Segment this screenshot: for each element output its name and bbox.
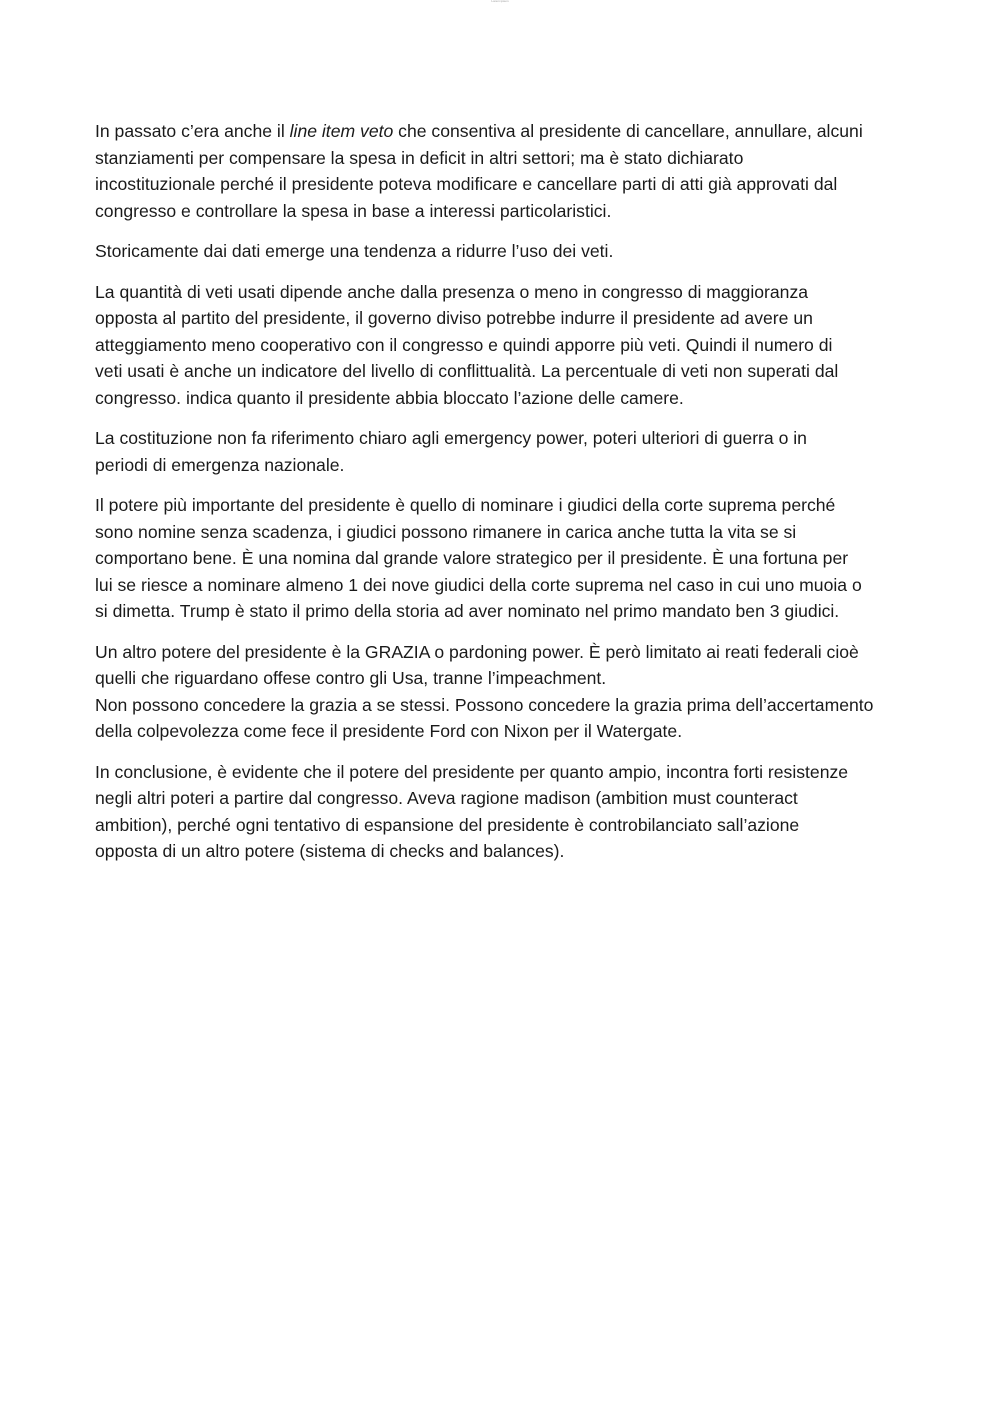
text-line: incostituzionale perché il presidente poteva modificare e cancellare parti di atti già approvati dal: [95, 174, 838, 194]
text-run: che consentiva al presidente di cancellare, annullare, alcuni: [393, 121, 863, 141]
text-line: Un altro potere del presidente è la GRAZIA o pardoning power. È però limitato ai reati federali cioè: [95, 641, 859, 662]
text-line: congresso e controllare la spesa in base a interessi particolaristici.: [95, 200, 612, 221]
text-line: sono nomine senza scadenza, i giudici possono rimanere in carica anche tutta la vita se si: [95, 521, 797, 542]
text-line: La quantità di veti usati dipende anche dalla presenza o meno in congresso di maggioranza: [95, 281, 809, 302]
text-line: In conclusione, è evidente che il potere del presidente per quanto ampio, incontra forti resistenze: [95, 761, 849, 782]
text-line: ambition), perché ogni tentativo di espansione del presidente è controbilanciato sall’azione: [95, 814, 800, 835]
text-line: La costituzione non fa riferimento chiaro agli emergency power, poteri ulteriori di guerra o in: [95, 428, 807, 448]
document-body: [95, 118, 900, 879]
text-line: [95, 118, 900, 145]
paragraph-veto-trend: [95, 238, 900, 265]
text-line: opposta di un altro potere (sistema di checks and balances).: [95, 841, 565, 861]
paragraph-supreme-court: [95, 492, 900, 625]
italic-term: line item veto: [289, 121, 394, 141]
text-run: In passato c’era anche il: [95, 121, 290, 141]
text-line: atteggiamento meno cooperativo con il congresso e quindi apporre più veti. Quindi il numero di: [95, 334, 833, 355]
text-line: della colpevolezza come fece il presidente Ford con Nixon per il Watergate.: [95, 721, 683, 741]
paragraph-conclusion: [95, 759, 900, 865]
text-line: quelli che riguardano offese contro gli Usa, tranne l’impeachment.: [95, 668, 607, 688]
text-line: veti usati è anche un indicatore del livello di conflittualità. La percentuale di veti non superati dal: [95, 361, 839, 381]
text-line: Storicamente dai dati emerge una tendenza a ridurre l’uso dei veti.: [95, 241, 614, 261]
text-line: opposta al partito del presidente, il governo diviso potrebbe indurre il presidente ad avere un: [95, 308, 813, 328]
text-line: si dimetta. Trump è stato il primo della storia ad aver nominato nel primo mandato ben 3 giudici.: [95, 601, 840, 621]
paragraph-line-item-veto: [95, 118, 900, 224]
text-line: negli altri poteri a partire dal congresso. Aveva ragione madison (ambition must counteract: [95, 788, 798, 808]
text-line: lui se riesce a nominare almeno 1 dei nove giudici della corte suprema nel caso in cui uno muoia o: [95, 574, 862, 595]
paragraph-pardoning-power: [95, 639, 900, 745]
text-line: congresso. indica quanto il presidente abbia bloccato l’azione delle camere.: [95, 387, 684, 408]
text-line: stanziamenti per compensare la spesa in deficit in altri settori; ma è stato dichiarato: [95, 147, 744, 168]
paragraph-emergency-power: [95, 425, 900, 478]
text-line: periodi di emergenza nazionale.: [95, 454, 345, 475]
text-line: comportano bene. È una nomina dal grande valore strategico per il presidente. È una fortuna per: [95, 548, 849, 568]
paragraph-veto-quantity: [95, 279, 900, 412]
page-header-mark: Lorem ipsum: [491, 0, 509, 3]
text-line: Il potere più importante del presidente è quello di nominare i giudici della corte suprema perché: [95, 495, 836, 515]
text-line: Non possono concedere la grazia a se stessi. Possono concedere la grazia prima dell’accertamento: [95, 694, 874, 715]
